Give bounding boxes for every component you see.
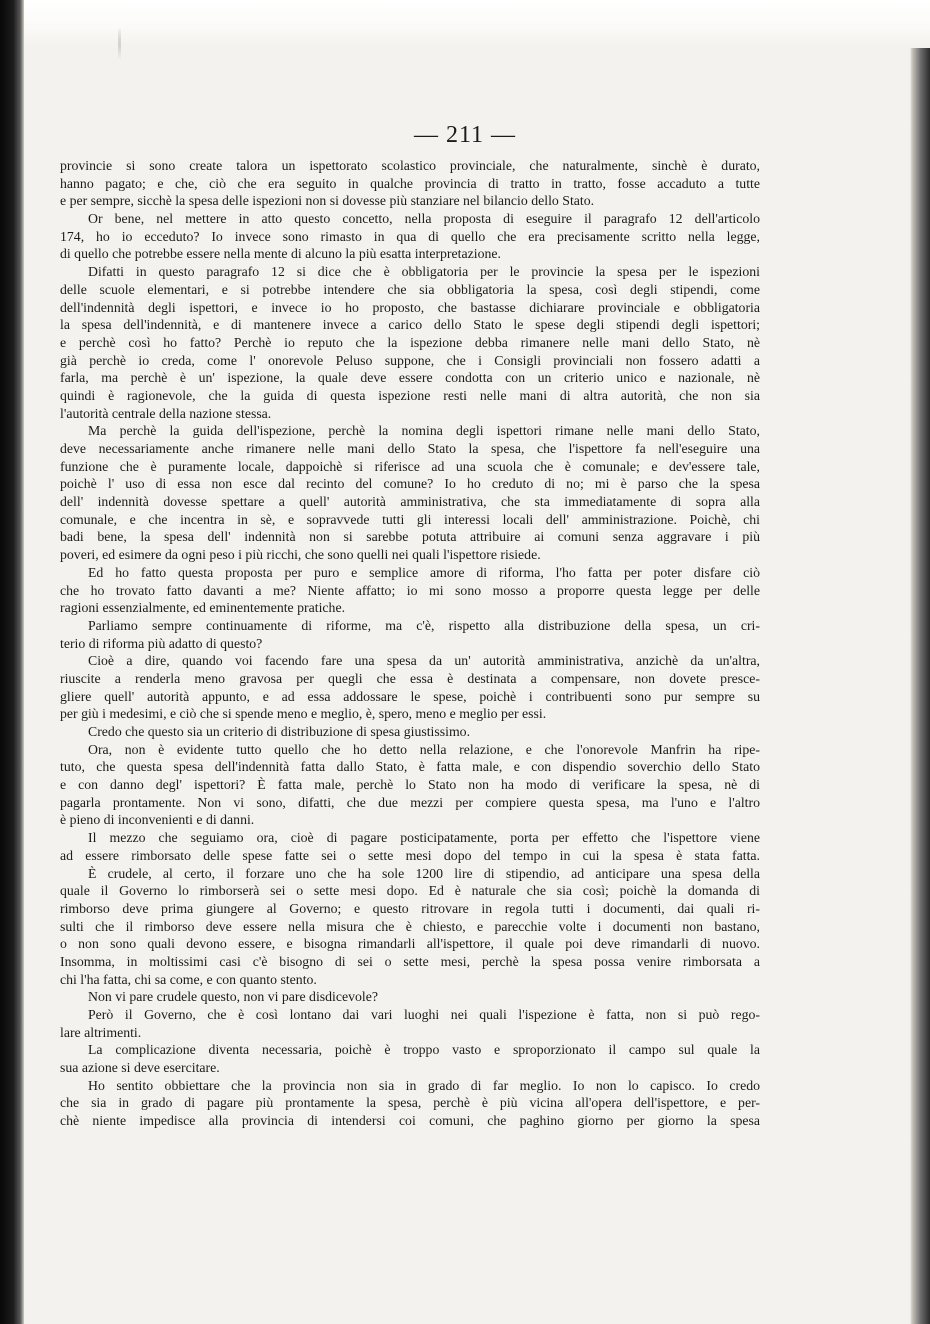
text-line: Or bene, nel mettere in atto questo concetto, nella proposta di eseguire il paragrafo 12 dell'articolo <box>88 211 760 227</box>
text-line: chè niente impedisce alla provincia di intendersi coi comuni, che paghino giorno per giorno la spesa <box>60 1113 760 1129</box>
text-line: È crudele, al certo, il forzare uno che ha sole 1200 lire di stipendio, ad anticipare una spesa della <box>88 865 760 881</box>
text-line: gliere quell' autorità appunto, e ad essa addossare le spese, poichè i contribuenti sono pur sempre su <box>60 688 760 704</box>
text-line: Ma perchè la guida dell'ispezione, perchè la nomina degli ispettori rimane nelle mani dello Stato, <box>88 423 760 439</box>
text-line: chi l'ha fatta, chi sa come, e con quanto stento. <box>60 971 317 987</box>
text-line: hanno pagato; e che, ciò che era seguito in qualche provincia di tratto in tratto, fosse accaduto a tutte <box>60 175 760 191</box>
text-line: è pieno di inconvenienti e di danni. <box>60 812 255 828</box>
text-line: e per sempre, sicchè la spesa delle ispezioni non si dovesse più stanziare nel bilancio dello Stato. <box>60 193 595 209</box>
text-line: l'autorità centrale della nazione stessa. <box>60 405 272 421</box>
text-line: sulti che il rimborso deve essere nella misura che è chiesto, e parecchie volte i documenti non bastano, <box>60 918 760 934</box>
text-line: tuto, che questa spesa dell'indennità fatta dallo Stato, è fatta male, e con dispendio soverchio dello Stato <box>60 759 760 775</box>
text-line: sua azione si deve esercitare. <box>60 1060 220 1076</box>
text-line: terio di riforma più adatto di questo? <box>60 635 263 651</box>
text-line: pagarla prontamente. Non vi sono, difatti, che due mezzi per compiere questa spesa, ma l'uno e l'altro <box>60 794 760 810</box>
text-line: Parliamo sempre continuamente di riforme, ma c'è, rispetto alla distribuzione della spesa, un cri- <box>88 617 760 633</box>
text-line: che ho trovato fatto davanti a me? Niente affatto; io mi sono mosso a proporre questa legge per delle <box>60 582 760 598</box>
text-line: farla, ma perchè è un' ispezione, la quale deve essere condotta con un criterio unico e nazionale, nè <box>60 370 760 386</box>
text-line: dell' indennità dovesse spettare a quell' autorità amministrativa, che sta immediatamente di sopra alla <box>60 494 760 510</box>
text-line: Il mezzo che seguiamo ora, cioè di pagare posticipatamente, porta per effetto che l'ispettore viene <box>88 830 760 846</box>
text-line: la spesa dell'indennità, e di mantenere invece a carico dello Stato le spese degli stipendi degli ispettori; <box>60 317 760 333</box>
text-line: e con danno degl' ispettori? È fatta male, perchè lo Stato non ha modo di verificare la spesa, nè di <box>60 777 760 793</box>
text-line: Cioè a dire, quando voi facendo fare una spesa da un' autorità amministrativa, anzichè da un'altra, <box>88 653 760 669</box>
text-line: Difatti in questo paragrafo 12 si dice che è obbligatoria per le provincie la spesa per le ispezioni <box>88 264 760 280</box>
text-line: Ed ho fatto questa proposta per puro e semplice amore di riforma, l'ho fatta per poter disfare ciò <box>88 564 760 580</box>
text-line: Però il Governo, che è così lontano dai vari luoghi nei quali l'ispezione è fatta, non si può rego- <box>88 1007 760 1022</box>
text-line: poveri, ed esimere da ogni peso i più ricchi, che sono quelli nei quali l'ispettore risiede. <box>60 547 541 563</box>
body-text <box>60 157 760 1130</box>
text-line: Insomma, in moltissimi casi c'è bisogno di sei o sette mesi, perchè la spesa possa venire rimborsata a <box>60 953 760 969</box>
text-line: già perchè io creda, come l' onorevole Peluso suppone, che i Consigli provinciali non fossero adatti a <box>60 352 760 368</box>
text-line: quindi è ragionevole, che la guida di questa ispezione resti nelle mani di altra autorità, che non sia <box>60 387 760 403</box>
text-line: Non vi pare crudele questo, non vi pare disdicevole? <box>88 989 379 1005</box>
scan-left-edge <box>0 0 24 1324</box>
text-line: badi bene, la spesa dell' indennità non si sarebbe potuta attribuire ai comuni senza aggravare i più <box>60 529 760 545</box>
text-line: provincie si sono create talora un ispettorato scolastico provinciale, che naturalmente, sinchè è durato, <box>60 158 760 173</box>
text-line: delle scuole elementari, e si potrebbe intendere che sia obbligatoria la spesa, così degli stipendi, come <box>60 281 760 297</box>
text-line: dell'indennità degli ispettori, e invece io ho proposto, che bastasse dichiarare provinciale e obbligatoria <box>60 299 760 315</box>
text-line: deve necessariamente anche rimanere nelle mani dello Stato la spesa, che l'ispettore fa nell'eseguire una <box>60 441 760 456</box>
text-line: poichè l' uso di essa non esce dal recinto del comune? Io ho creduto di no; mi è parso che la spesa <box>60 476 760 492</box>
text-line: La complicazione diventa necessaria, poichè è troppo vasto e sproporzionato il campo sul quale la <box>88 1042 760 1058</box>
text-line: riuscite a renderla meno gravosa per quegli che essa è destinata a compensare, non dovete presce- <box>60 670 760 686</box>
scan-top-edge <box>24 0 930 46</box>
text-line: che sia in grado di pagare più prontamente la spesa, perchè è più vicina all'opera dell'ispettore, e per- <box>60 1095 760 1111</box>
text-line: ragioni essenzialmente, ed eminentemente pratiche. <box>60 600 346 616</box>
text-line: ad essere rimborsato delle spese fatte sei o sette mesi dopo del tempo in cui la spesa è stata fatta. <box>60 847 760 863</box>
text-line: rimborso deve prima giungere al Governo; e questo ritrovare in regola tutti i documenti, dai quali ri- <box>60 900 760 916</box>
text-line: quale il Governo lo rimborserà sei o sette mesi dopo. Ed è naturale che sia così; poichè la domanda di <box>60 883 760 899</box>
text-line: funzione che è puramente locale, dappoichè si riferisce ad una scuola che è comunale; e dev'essere tale, <box>60 458 760 474</box>
text-line: di quello che potrebbe essere nella mente di alcuno la più esatta interpretazione. <box>60 246 501 262</box>
text-line: e perchè così ho fatto? Perchè io reputo che la ispezione debba rimanere nelle mani dello Stato, nè <box>60 334 760 350</box>
text-line: Ho sentito obbiettare che la provincia non sia in grado di far meglio. Io non lo capisco. Io credo <box>88 1077 760 1093</box>
text-line: Ora, non è evidente tutto quello che ho detto nella relazione, e che l'onorevole Manfrin ha ripe- <box>88 741 760 757</box>
text-line: per giù i medesimi, e ciò che si spende meno e meglio, è, spero, meno e meglio per essi. <box>60 706 547 722</box>
text-line: Credo che questo sia un criterio di distribuzione di spesa giustissimo. <box>88 724 471 739</box>
text-line: o non sono quali devono essere, e bisogna rimandarli all'ispettore, il quale poi deve rimandarli di nuovo. <box>60 936 760 952</box>
text-line: lare altrimenti. <box>60 1024 142 1040</box>
page-number: — 211 — <box>413 122 517 148</box>
text-line: comunale, e che incentra in sè, e sopravvede tutti gli interessi locali dell' amministrazione. Poichè, chi <box>60 511 760 527</box>
text-line: 174, ho io ecceduto? Io invece sono rimasto in qua di quello che era precisamente scritto nella legge, <box>60 228 760 244</box>
scan-right-edge <box>910 48 930 1324</box>
